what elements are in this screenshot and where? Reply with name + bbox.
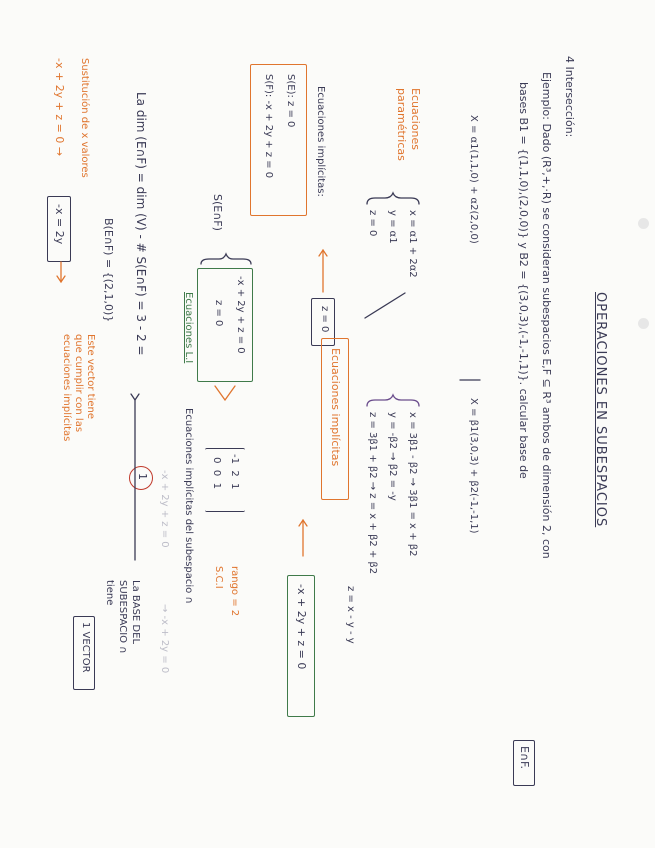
intersection-brace [201,254,251,264]
sci-text: S.C.I [213,566,224,589]
param-right-eq1: x = 3β1 - β2 → 3β1 = x + β2 [407,412,418,557]
side-note-box-text: 1 VECTOR [80,622,91,673]
intersection-eq1: -x + 2y + z = 0 [235,276,246,354]
intersection-eq2: z = 0 [213,300,224,327]
dimension-result: 1 [136,473,149,480]
implicit-intersection-note: Ecuaciones implícitas del subespacio ∩ [183,408,194,604]
param-left-brace [367,193,419,204]
vector-eq-right: X = β1(3,0,3) + β2(-1,-1,1) [468,398,479,534]
example-line-2: bases B1 = {(1,1,0),(2,0,0)} y B2 = {(3,0,3),(-1,-1,1)}. calcular base de [517,82,530,479]
vector-eq-left: X = α1(1,1,0) + α2(2,0,0) [468,115,479,244]
faint-eq-1: -x + 2y + z = 0 [159,470,170,548]
example-line-1: Ejemplo: Dado (R³,+,·R) se consideran subespacios E,F ⊆ R³ ambos de dimensión 2, con [540,72,553,559]
substitution-box-text: -x = 2y [53,204,66,245]
basis-note-3: ecuaciones implícitas [61,334,72,442]
dimension-text: La dim (E∩F) = dim (V) - # S(E∩F) = 3 - 2 = [134,92,148,356]
example-line-2-box-text: E∩F. [518,746,531,770]
implicit-title-text: Ecuaciones implícitas [329,348,342,467]
arrow-head [131,394,139,400]
intersection-label: S(E∩F) [211,194,224,231]
page-title: OPERACIONES EN SUBESPACIOS [593,292,608,528]
side-note-3: tiene [104,580,115,606]
basis-note-1: Este vector tiene [85,334,96,420]
param-right-eq3: z = 3β1 + β2 → z = x + β2 + β2 [367,412,378,575]
substitution-eq: -x + 2y + z = 0 → [53,58,66,157]
implicit-sf: S(F): -x + 2y + z = 0 [263,74,274,179]
matrix-row-2: 0 0 1 [211,454,222,489]
li-label: Ecuaciones L.I [183,292,194,364]
param-left-eq3: z = 0 [367,210,378,237]
faint-eq-2: → -x + 2y = 0 [159,604,170,674]
implicit-se: S(E): z = 0 [285,74,296,128]
section-heading: 4 Intersección: [563,56,576,138]
substitution-label: Sustitución de x valores [79,58,90,178]
f-implicit-text: -x + 2y + z = 0 [295,584,308,670]
separator-slash [365,293,405,318]
param-right-eq2: y = -β2 → β2 = -y [387,412,398,501]
side-note-1: La BASE DEL [130,580,141,645]
arrow-matrix [215,386,225,400]
param-left-eq2: y = α1 [387,210,398,244]
z-zero-text: z = 0 [319,306,330,333]
param-right-brace [367,395,419,406]
matrix-row-1: -1 2 1 [229,454,240,490]
parametric-label-2: paramétricas [395,88,408,161]
basis-text: B(E∩F) = {(2,1,0)} [102,218,115,323]
param-right-eq4: z = x - y - y [345,586,356,644]
parametric-label-1: Ecuaciones [409,88,422,151]
basis-note-2: que cumplir con las [73,334,84,433]
param-left-eq1: x = α1 + 2α2 [407,210,418,278]
implicit-label: Ecuaciones implícitas: [315,86,326,197]
side-note-2: SUBESPACIO ∩ [117,580,128,654]
arrow-matrix [225,386,235,400]
rank-text: rango = 2 [229,566,240,617]
